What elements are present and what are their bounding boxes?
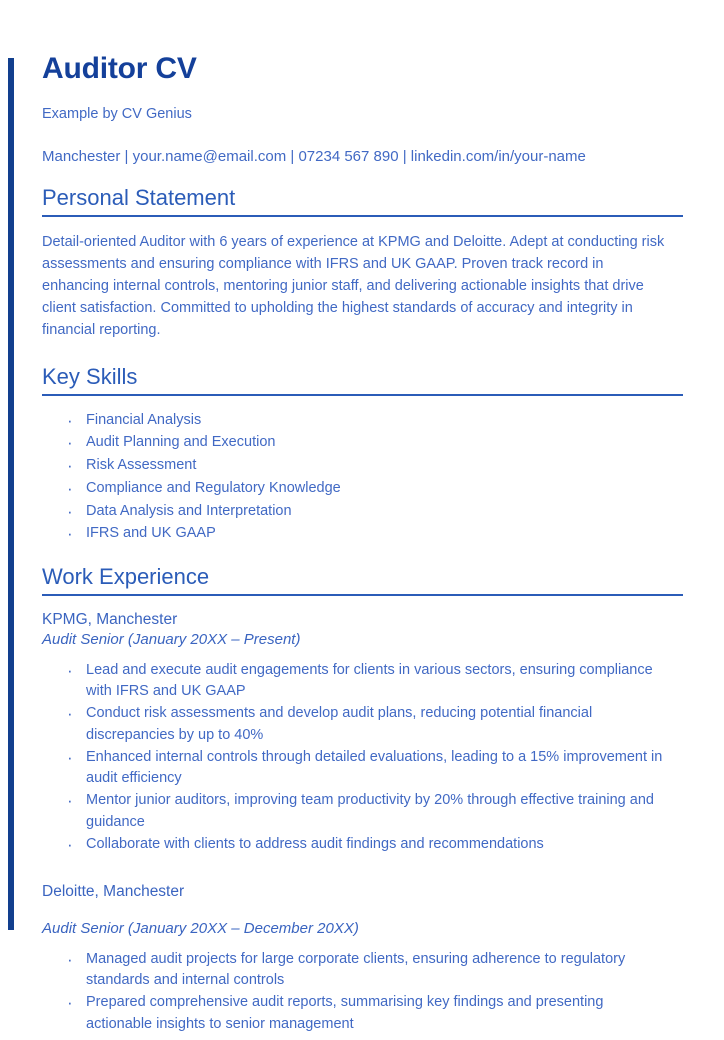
- job-entry-kpmg: [42, 610, 684, 856]
- section-divider: [42, 394, 683, 396]
- job-company: KPMG, Manchester: [42, 610, 178, 628]
- list-item: · Enhanced internal controls through detailed evaluations, leading to a 15% improvement in audit efficiency: [42, 747, 672, 791]
- job-role: Audit Senior (January 20XX – Present): [42, 631, 301, 649]
- cv-content: [42, 52, 684, 1040]
- job-role: Audit Senior (January 20XX – December 20XX): [42, 920, 359, 938]
- list-item: · Audit Planning and Execution: [42, 432, 684, 454]
- section-work-experience: [42, 563, 684, 1036]
- section-heading-personal-statement: Personal Statement: [42, 185, 236, 211]
- contact-line: Manchester | your.name@email.com | 07234 567 890 | linkedin.com/in/your-name: [42, 147, 586, 165]
- job-company: Deloitte, Manchester: [42, 883, 185, 901]
- section-divider: [42, 215, 683, 217]
- byline: Example by CV Genius: [42, 106, 192, 122]
- list-item: · Risk Assessment: [42, 455, 684, 477]
- section-divider: [42, 594, 683, 596]
- list-item: · Compliance and Regulatory Knowledge: [42, 478, 684, 500]
- list-item: · Managed audit projects for large corporate clients, ensuring adherence to regulatory standards and internal controls: [42, 949, 672, 993]
- section-heading-work-experience: Work Experience: [42, 564, 210, 589]
- job-entry-deloitte: [42, 882, 684, 1035]
- list-item: · Lead and execute audit engagements for clients in various sectors, ensuring compliance with IFRS and UK GAAP: [42, 660, 672, 704]
- list-item: · Financial Analysis: [42, 410, 684, 432]
- key-skills-list: [42, 410, 684, 546]
- list-item: · Prepared comprehensive audit reports, summarising key findings and presenting actionable insights to senior management: [42, 992, 672, 1036]
- list-item: · Collaborate with clients to address audit findings and recommendations: [42, 834, 672, 856]
- job-duties-list: [42, 949, 672, 1036]
- section-key-skills: [42, 363, 684, 545]
- personal-statement-text: Detail-oriented Auditor with 6 years of experience at KPMG and Deloitte. Adept at conducting risk assessments and ensuring compliance with IFRS and UK GAAP. Proven track record in enhancing internal controls, mentoring junior staff, and delivering actionable insights that drive client satisfaction. Committed to upholding the highest standards of accuracy and integrity in financial reporting.: [42, 233, 665, 338]
- section-personal-statement: [42, 184, 684, 341]
- list-item: · IFRS and UK GAAP: [42, 523, 684, 545]
- list-item: · Conduct risk assessments and develop audit plans, reducing potential financial discrepancies by up to 40%: [42, 703, 672, 747]
- job-duties-list: [42, 660, 672, 856]
- page-title: Auditor CV: [42, 52, 197, 85]
- section-heading-key-skills: Key Skills: [42, 364, 138, 389]
- list-item: · Data Analysis and Interpretation: [42, 501, 684, 523]
- left-accent-bar: [8, 58, 14, 930]
- list-item: · Mentor junior auditors, improving team productivity by 20% through effective training and guidance: [42, 790, 672, 834]
